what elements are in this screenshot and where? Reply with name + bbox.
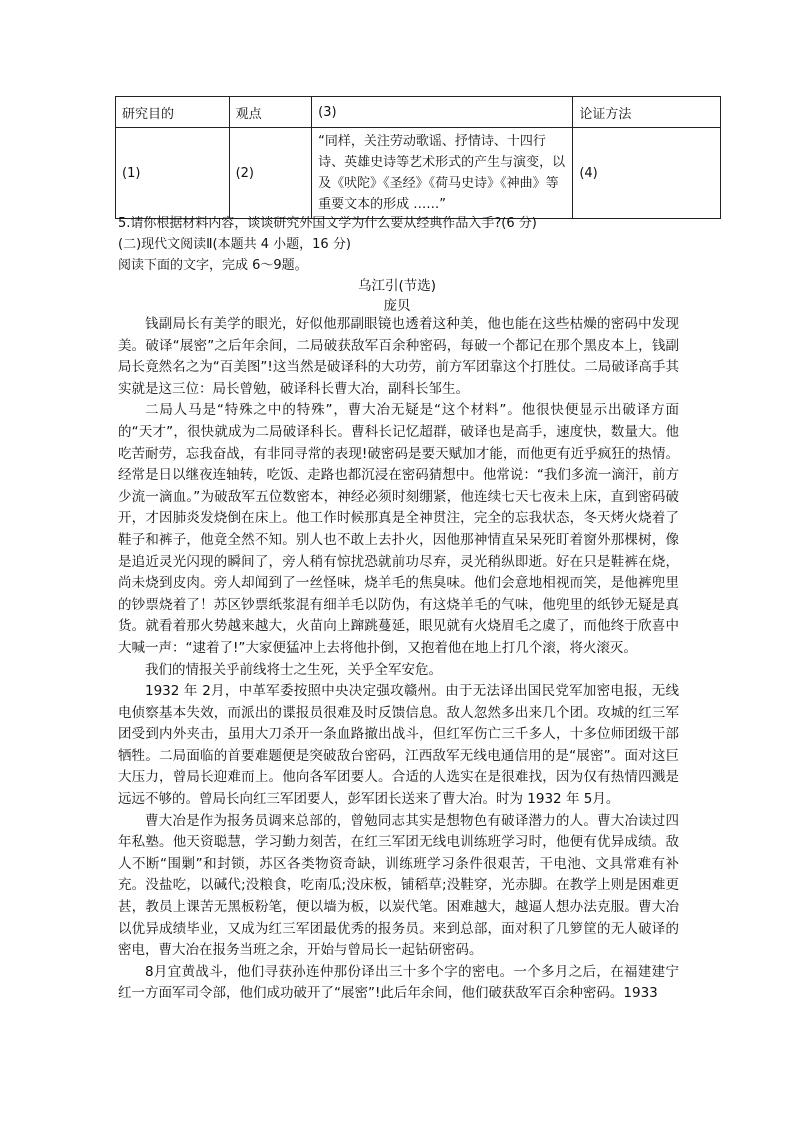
paragraph: 钱副局长有美学的眼光，好似他那副眼镜也透着这种美，他也能在这些枯燥的密码中发现美。破译“展密”之后年余间，二局破获敌军百余种密码，每破一个都记在那个黑皮本上，钱副局长竟然名之为“百美图”!这当然是破译科的大功劳，前方军团靠这个打胜仗。二局破译高手其实就是这三位：局长曾勉，破译科长曹大冶，副科长邹生。 [118, 316, 679, 397]
cell-blank-4: (4) [573, 128, 721, 219]
header-argument-method: 论证方法 [573, 97, 721, 128]
header-viewpoint: 观点 [229, 97, 312, 128]
paragraph: 1932 年 2月，中革军委按照中央决定强攻赣州。由于无法译出国民党军加密电报，无线电侦察基本失效，而派出的谍报员很难及时反馈信息。敌人忽然多出来几个团。攻城的红三军团受到内外夹击，虽用大刀杀开一条血路撤出战斗，但红军伤亡三千多人，十多位师团级干部牺牲。二局面临的首要难题便是突破敌台密码，江西敌军无线电通信用的是“展密”。面对这巨大压力，曾局长迎难而上。他向各军团要人。合适的人选实在是很难找，因为仅有热情四溅是远远不够的。曾局长向红三军团要人，彭军团长送来了曹大冶。时为 1932 年 5月。 [118, 683, 679, 808]
question-5: 5.请你根据材料内容，谈谈研究外国文学为什么要从经典作品入手?(6 分) [118, 216, 537, 231]
paragraph: 二局人马是“特殊之中的特殊”，曹大冶无疑是“这个材料”。他很快便显示出破译方面的“天才”，很快就成为二局破译科长。曹科长记忆超群，破译也是高手，速度快，数量大。他吃苦耐劳，忘我奋战，有非同寻常的表现!破密码是要天赋加才能，而他更有近乎疯狂的热情。经常是日以继夜连轴转，吃饭、走路也都沉浸在密码猜想中。他常说：“我们多流一滴汗，前方少流一滴血。”为破敌军五位数密本，神经必须时刻绷紧，他连续七天七夜未上床，直到密码破开，才因肺炎发烧倒在床上。他工作时候那真是全神贯注，完全的忘我状态，冬天烤火烧着了鞋子和裤子，他竟全然不知。别人也不敢上去扑火，因他那神情直呆呆死盯着窗外那棵树，像是追近灵光闪现的瞬间了，旁人稍有惊扰恐就前功尽弃，灵光稍纵即逝。好在只是鞋裤在烧，尚未烧到皮肉。旁人却闻到了一丝怪味，烧羊毛的焦臭味。他们会意地相视而笑，是他裤兜里的钞票烧着了！苏区钞票纸浆混有细羊毛以防伪，有这烧羊毛的气味，他兜里的纸钞无疑是真货。就看着那火势越来越大，火苗向上蹿跳蔓延，眼见就有火烧眉毛之虞了，而他终于欣喜中大喊一声：“逮着了!”大家便猛冲上去将他扑倒，又抱着他在地上打几个滚，将火滚灭。 [118, 402, 679, 656]
reading-instruction: 阅读下面的文字，完成 6～9题。 [118, 258, 308, 273]
article-title: 乌江引(节选) [357, 278, 437, 294]
cell-evidence-quote: “同样，关注劳动歌谣、抒情诗、十四行诗、英雄史诗等艺术形式的产生与演变，以及《吠陀》《圣经》《荷马史诗》《神曲》等重要文本的形成 ……” [312, 128, 573, 219]
analysis-table [115, 96, 721, 219]
table-header-row [116, 97, 721, 128]
section-heading: (二)现代文阅读Ⅱ(本题共 4 小题，16 分) [118, 237, 351, 252]
header-research-purpose: 研究目的 [116, 97, 230, 128]
cell-blank-2: (2) [229, 128, 312, 219]
paragraph: 曹大冶是作为报务员调来总部的，曾勉同志其实是想物色有破译潜力的人。曹大冶读过四年私塾。他天资聪慧，学习勤力刻苦，在红三军团无线电训练班学习时，他便有优异成绩。敌人不断“围剿”和封锁，苏区各类物资奇缺，训练班学习条件很艰苦，干电池、文具常难有补充。没盐吃，以碱代;没粮食，吃南瓜;没床板，铺稻草;没鞋穿，光赤脚。在教学上则是困难更甚，教员上课苦无黑板粉笔，便以墙为板，以炭代笔。困难越大，越逼人想办法克服。曹大冶以优异成绩毕业，又成为红三军团最优秀的报务员。来到总部，面对积了几箩筐的无人破译的密电，曹大冶在报务当班之余，开始与曾局长一起钻研密码。 [118, 812, 679, 959]
article-author: 庞贝 [383, 298, 411, 314]
header-blank-3: (3) [312, 97, 573, 128]
paragraph: 8月宜黄战斗，他们寻获孙连仲那份译出三十多个字的密电。一个多月之后，在福建建宁红一方面军司令部，他们成功破开了“展密”!此后年余间，他们破获敌军百余种密码。1933 [118, 963, 679, 1002]
table-row [116, 128, 721, 219]
article-body [118, 314, 679, 1005]
cell-blank-1: (1) [116, 128, 230, 219]
paragraph: 我们的情报关乎前线将士之生死，关乎全军安危。 [145, 661, 442, 678]
